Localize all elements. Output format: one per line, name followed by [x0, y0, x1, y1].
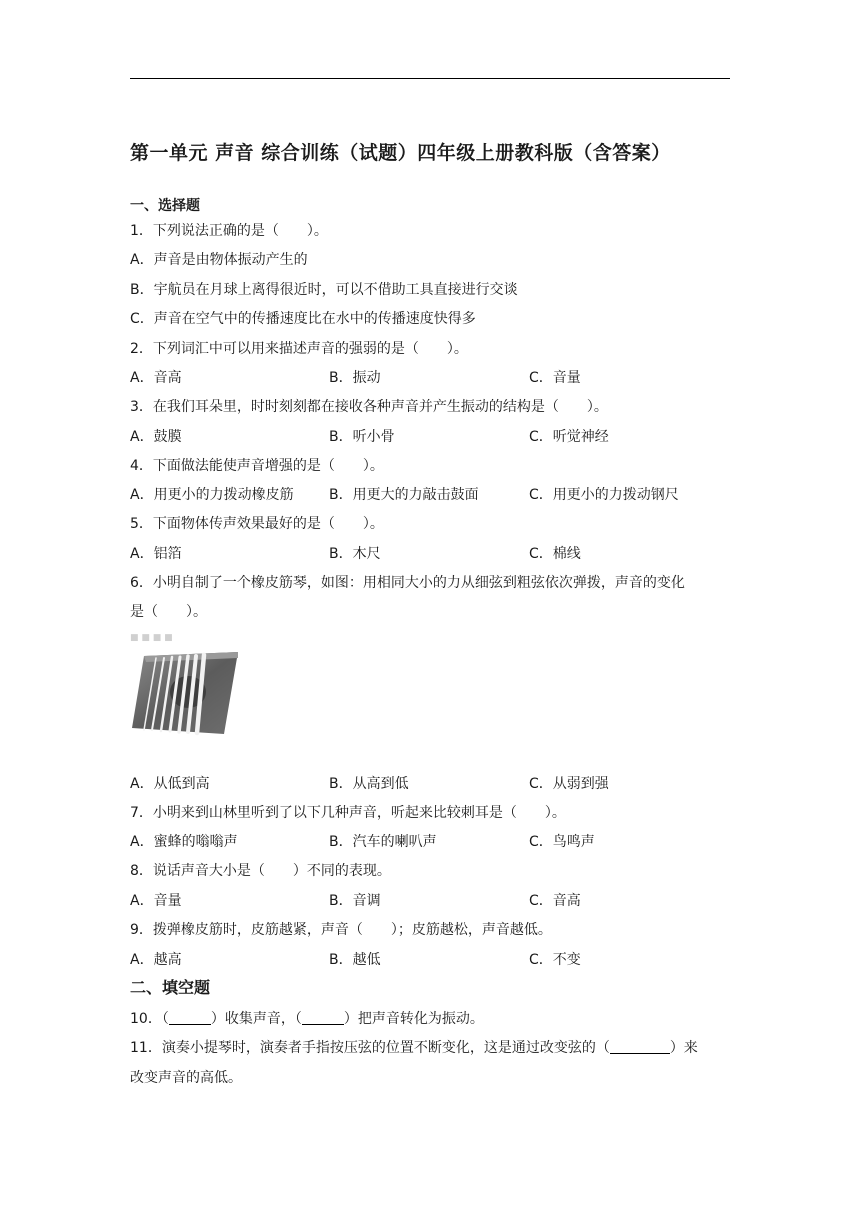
question-4-option-b: B．用更大的力敲击鼓面 — [329, 487, 479, 503]
question-1-option-a: A．声音是由物体振动产生的 — [130, 252, 308, 268]
question-2-option-a: A．音高 — [130, 370, 182, 386]
question-10-blank-1[interactable] — [169, 1010, 211, 1025]
section-choice-heading: 一、选择题 — [130, 198, 200, 214]
question-6-line-2: 是（ ）。 — [130, 604, 207, 620]
page-title: 第一单元 声音 综合训练（试题）四年级上册教科版（含答案） — [130, 142, 671, 164]
question-10-part-1: 10．（ — [130, 1011, 169, 1027]
question-7-option-b: B．汽车的喇叭声 — [329, 834, 437, 850]
question-7: 7．小明来到山林里听到了以下几种声音，听起来比较刺耳是（ ）。 — [130, 805, 566, 821]
question-10-blank-2[interactable] — [302, 1010, 344, 1025]
question-6-option-a: A．从低到高 — [130, 776, 210, 792]
question-9-option-c: C．不变 — [529, 952, 581, 968]
question-5: 5．下面物体传声效果最好的是（ ）。 — [130, 516, 384, 532]
question-3: 3．在我们耳朵里，时时刻刻都在接收各种声音并产生振动的结构是（ ）。 — [130, 399, 608, 415]
question-10 — [130, 1010, 484, 1028]
question-10-part-3: ）把声音转化为振动。 — [343, 1011, 484, 1027]
question-1-option-c: C．声音在空气中的传播速度比在水中的传播速度快得多 — [130, 311, 476, 327]
question-7-option-a: A．蜜蜂的嗡嗡声 — [130, 834, 238, 850]
question-3-option-a: A．鼓膜 — [130, 429, 182, 445]
question-4: 4．下面做法能使声音增强的是（ ）。 — [130, 458, 384, 474]
question-9: 9．拨弹橡皮筋时，皮筋越紧，声音（ ）；皮筋越松，声音越低。 — [130, 922, 552, 938]
question-6-option-b: B．从高到低 — [329, 776, 409, 792]
question-2-option-c: C．音量 — [529, 370, 581, 386]
question-5-option-b: B．木尺 — [329, 546, 381, 562]
question-11-blank[interactable] — [610, 1039, 670, 1054]
question-2-option-b: B．振动 — [329, 370, 381, 386]
rubber-band-zither-image — [130, 630, 240, 742]
question-3-option-b: B．听小骨 — [329, 429, 395, 445]
question-5-option-a: A．铝箔 — [130, 546, 182, 562]
question-1-option-b: B．宇航员在月球上离得很近时，可以不借助工具直接进行交谈 — [130, 282, 518, 298]
question-7-option-c: C．鸟鸣声 — [529, 834, 595, 850]
header-rule — [130, 78, 730, 79]
section-fill-heading: 二、填空题 — [130, 978, 211, 997]
question-9-option-b: B．越低 — [329, 952, 381, 968]
question-9-option-a: A．越高 — [130, 952, 182, 968]
question-2: 2．下列词汇中可以用来描述声音的强弱的是（ ）。 — [130, 341, 468, 357]
question-4-option-c: C．用更小的力拨动钢尺 — [529, 487, 679, 503]
question-8-option-c: C．音高 — [529, 893, 581, 909]
question-8-option-b: B．音调 — [329, 893, 381, 909]
question-11-line-1 — [130, 1039, 698, 1057]
question-1: 1．下列说法正确的是（ ）。 — [130, 223, 328, 239]
question-11-line-2: 改变声音的高低。 — [130, 1070, 242, 1086]
question-5-option-c: C．棉线 — [529, 546, 581, 562]
question-8: 8．说话声音大小是（ ）不同的表现。 — [130, 863, 391, 879]
question-8-option-a: A．音量 — [130, 893, 182, 909]
question-10-part-2: ）收集声音，（ — [210, 1011, 302, 1027]
svg-text:■ ■ ■ ■: ■ ■ ■ ■ — [130, 633, 173, 643]
question-3-option-c: C．听觉神经 — [529, 429, 609, 445]
question-6-line-1: 6．小明自制了一个橡皮筋琴，如图：用相同大小的力从细弦到粗弦依次弹拨，声音的变化 — [130, 575, 685, 591]
question-4-option-a: A．用更小的力拨动橡皮筋 — [130, 487, 294, 503]
question-6-option-c: C．从弱到强 — [529, 776, 609, 792]
question-11-part-2: ）来 — [669, 1040, 698, 1056]
question-11-part-1: 11．演奏小提琴时，演奏者手指按压弦的位置不断变化，这是通过改变弦的（ — [130, 1040, 610, 1056]
